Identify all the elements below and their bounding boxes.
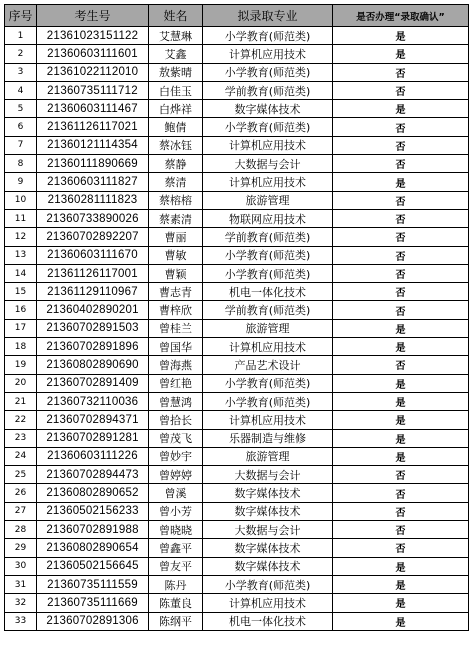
cell-major: 数字媒体技术 — [203, 484, 333, 502]
cell-confirm: 是 — [333, 447, 469, 465]
cell-exam-no: 21360802890652 — [37, 484, 149, 502]
cell-exam-no: 21360702892207 — [37, 228, 149, 246]
cell-idx: 28 — [5, 521, 37, 539]
cell-exam-no: 21360702891896 — [37, 338, 149, 356]
cell-name: 曾桂兰 — [149, 319, 203, 337]
cell-major: 小学教育(师范类) — [203, 63, 333, 81]
cell-confirm: 是 — [333, 319, 469, 337]
cell-confirm: 否 — [333, 136, 469, 154]
cell-exam-no: 21360702894473 — [37, 466, 149, 484]
header-name: 姓名 — [149, 5, 203, 27]
cell-exam-no: 21360281111823 — [37, 191, 149, 209]
table-row — [5, 612, 469, 630]
table-row — [5, 557, 469, 575]
cell-major: 计算机应用技术 — [203, 45, 333, 63]
cell-confirm: 否 — [333, 484, 469, 502]
cell-confirm: 否 — [333, 228, 469, 246]
cell-confirm: 否 — [333, 264, 469, 282]
cell-idx: 22 — [5, 411, 37, 429]
cell-confirm: 是 — [333, 27, 469, 45]
table-row — [5, 429, 469, 447]
cell-idx: 17 — [5, 319, 37, 337]
cell-major: 小学教育(师范类) — [203, 392, 333, 410]
table-row — [5, 63, 469, 81]
cell-confirm: 是 — [333, 575, 469, 593]
table-row — [5, 484, 469, 502]
table-row — [5, 466, 469, 484]
table-row — [5, 264, 469, 282]
cell-name: 曾婷婷 — [149, 466, 203, 484]
cell-major: 机电一体化技术 — [203, 612, 333, 630]
cell-exam-no: 21360702894371 — [37, 411, 149, 429]
cell-exam-no: 21360603111827 — [37, 173, 149, 191]
table-row — [5, 411, 469, 429]
cell-exam-no: 21361126117001 — [37, 264, 149, 282]
table-row — [5, 136, 469, 154]
cell-name: 敖紫晴 — [149, 63, 203, 81]
cell-major: 计算机应用技术 — [203, 594, 333, 612]
cell-major: 物联网应用技术 — [203, 209, 333, 227]
table-row — [5, 338, 469, 356]
cell-confirm: 否 — [333, 466, 469, 484]
cell-confirm: 是 — [333, 594, 469, 612]
cell-confirm: 是 — [333, 374, 469, 392]
cell-name: 陈董良 — [149, 594, 203, 612]
table-row — [5, 374, 469, 392]
cell-confirm: 否 — [333, 155, 469, 173]
cell-exam-no: 21360402890201 — [37, 301, 149, 319]
table-row — [5, 191, 469, 209]
table-row — [5, 118, 469, 136]
cell-idx: 31 — [5, 575, 37, 593]
cell-name: 艾慧琳 — [149, 27, 203, 45]
cell-exam-no: 21361022112010 — [37, 63, 149, 81]
cell-major: 旅游管理 — [203, 319, 333, 337]
cell-name: 陈丹 — [149, 575, 203, 593]
cell-major: 学前教育(师范类) — [203, 228, 333, 246]
cell-exam-no: 21360732110036 — [37, 392, 149, 410]
cell-name: 陈纲平 — [149, 612, 203, 630]
cell-name: 曾拾长 — [149, 411, 203, 429]
cell-idx: 6 — [5, 118, 37, 136]
cell-exam-no: 21360502156233 — [37, 502, 149, 520]
cell-name: 曹颖 — [149, 264, 203, 282]
cell-exam-no: 21360121114354 — [37, 136, 149, 154]
cell-major: 数字媒体技术 — [203, 100, 333, 118]
cell-major: 学前教育(师范类) — [203, 81, 333, 99]
cell-confirm: 是 — [333, 173, 469, 191]
cell-idx: 3 — [5, 63, 37, 81]
cell-confirm: 否 — [333, 63, 469, 81]
cell-confirm: 是 — [333, 45, 469, 63]
cell-idx: 29 — [5, 539, 37, 557]
table-header — [5, 5, 469, 27]
cell-exam-no: 21360702891503 — [37, 319, 149, 337]
cell-name: 蔡榕榕 — [149, 191, 203, 209]
cell-idx: 33 — [5, 612, 37, 630]
cell-name: 蔡静 — [149, 155, 203, 173]
admission-table — [4, 4, 469, 631]
cell-major: 计算机应用技术 — [203, 173, 333, 191]
cell-confirm: 否 — [333, 356, 469, 374]
cell-confirm: 否 — [333, 539, 469, 557]
header-row — [5, 5, 469, 27]
cell-exam-no: 21360603111601 — [37, 45, 149, 63]
cell-confirm: 否 — [333, 502, 469, 520]
cell-exam-no: 21360702891281 — [37, 429, 149, 447]
cell-idx: 15 — [5, 283, 37, 301]
cell-name: 曾友平 — [149, 557, 203, 575]
cell-major: 小学教育(师范类) — [203, 27, 333, 45]
table-row — [5, 319, 469, 337]
header-idx: 序号 — [5, 5, 37, 27]
cell-major: 小学教育(师范类) — [203, 246, 333, 264]
cell-confirm: 否 — [333, 301, 469, 319]
cell-major: 小学教育(师范类) — [203, 264, 333, 282]
cell-major: 小学教育(师范类) — [203, 575, 333, 593]
cell-idx: 30 — [5, 557, 37, 575]
cell-confirm: 是 — [333, 429, 469, 447]
cell-exam-no: 21360702891409 — [37, 374, 149, 392]
cell-major: 数字媒体技术 — [203, 539, 333, 557]
cell-idx: 21 — [5, 392, 37, 410]
cell-exam-no: 21360603111226 — [37, 447, 149, 465]
cell-exam-no: 21361126117021 — [37, 118, 149, 136]
cell-idx: 25 — [5, 466, 37, 484]
cell-name: 曾茂飞 — [149, 429, 203, 447]
cell-idx: 11 — [5, 209, 37, 227]
cell-idx: 8 — [5, 155, 37, 173]
cell-confirm: 否 — [333, 118, 469, 136]
table-row — [5, 502, 469, 520]
cell-idx: 12 — [5, 228, 37, 246]
cell-idx: 9 — [5, 173, 37, 191]
cell-idx: 27 — [5, 502, 37, 520]
cell-name: 曾鑫平 — [149, 539, 203, 557]
cell-major: 计算机应用技术 — [203, 338, 333, 356]
cell-name: 曾红艳 — [149, 374, 203, 392]
table-row — [5, 539, 469, 557]
cell-exam-no: 21360802890654 — [37, 539, 149, 557]
table-row — [5, 100, 469, 118]
cell-idx: 18 — [5, 338, 37, 356]
cell-name: 曹敏 — [149, 246, 203, 264]
cell-confirm: 是 — [333, 557, 469, 575]
cell-name: 曹梓欣 — [149, 301, 203, 319]
cell-major: 大数据与会计 — [203, 521, 333, 539]
cell-name: 曾妙宇 — [149, 447, 203, 465]
cell-exam-no: 21360702891988 — [37, 521, 149, 539]
cell-major: 数字媒体技术 — [203, 557, 333, 575]
cell-idx: 16 — [5, 301, 37, 319]
cell-idx: 14 — [5, 264, 37, 282]
cell-name: 白佳玉 — [149, 81, 203, 99]
cell-exam-no: 21360733890026 — [37, 209, 149, 227]
cell-name: 曾溪 — [149, 484, 203, 502]
cell-idx: 26 — [5, 484, 37, 502]
cell-exam-no: 21360802890690 — [37, 356, 149, 374]
cell-exam-no: 21360111890669 — [37, 155, 149, 173]
admission-table-container — [4, 4, 468, 631]
cell-name: 蔡冰钰 — [149, 136, 203, 154]
cell-idx: 7 — [5, 136, 37, 154]
cell-major: 小学教育(师范类) — [203, 374, 333, 392]
cell-idx: 32 — [5, 594, 37, 612]
header-major: 拟录取专业 — [203, 5, 333, 27]
cell-confirm: 是 — [333, 392, 469, 410]
cell-name: 曾小芳 — [149, 502, 203, 520]
table-row — [5, 246, 469, 264]
table-row — [5, 392, 469, 410]
cell-name: 曹丽 — [149, 228, 203, 246]
cell-exam-no: 21360502156645 — [37, 557, 149, 575]
table-row — [5, 228, 469, 246]
table-row — [5, 173, 469, 191]
cell-major: 机电一体化技术 — [203, 283, 333, 301]
cell-name: 白烨祥 — [149, 100, 203, 118]
table-row — [5, 27, 469, 45]
table-row — [5, 356, 469, 374]
cell-name: 曾慧鸿 — [149, 392, 203, 410]
cell-exam-no: 21360702891306 — [37, 612, 149, 630]
cell-confirm: 是 — [333, 338, 469, 356]
cell-major: 学前教育(师范类) — [203, 301, 333, 319]
cell-exam-no: 21360735111669 — [37, 594, 149, 612]
cell-name: 鲍倩 — [149, 118, 203, 136]
table-row — [5, 209, 469, 227]
cell-confirm: 否 — [333, 81, 469, 99]
cell-idx: 23 — [5, 429, 37, 447]
cell-exam-no: 21360603111670 — [37, 246, 149, 264]
cell-idx: 24 — [5, 447, 37, 465]
cell-confirm: 是 — [333, 612, 469, 630]
cell-idx: 2 — [5, 45, 37, 63]
table-row — [5, 575, 469, 593]
table-row — [5, 521, 469, 539]
cell-name: 曾国华 — [149, 338, 203, 356]
cell-name: 曾晓晓 — [149, 521, 203, 539]
cell-confirm: 是 — [333, 100, 469, 118]
header-exam-no: 考生号 — [37, 5, 149, 27]
cell-confirm: 否 — [333, 521, 469, 539]
cell-exam-no: 21361129110967 — [37, 283, 149, 301]
cell-confirm: 否 — [333, 191, 469, 209]
cell-idx: 20 — [5, 374, 37, 392]
table-row — [5, 447, 469, 465]
cell-name: 曾海燕 — [149, 356, 203, 374]
cell-exam-no: 21360735111712 — [37, 81, 149, 99]
table-row — [5, 45, 469, 63]
cell-confirm: 否 — [333, 283, 469, 301]
cell-major: 小学教育(师范类) — [203, 118, 333, 136]
table-row — [5, 283, 469, 301]
cell-major: 旅游管理 — [203, 191, 333, 209]
table-body — [5, 27, 469, 631]
cell-idx: 13 — [5, 246, 37, 264]
cell-idx: 10 — [5, 191, 37, 209]
table-row — [5, 594, 469, 612]
cell-confirm: 是 — [333, 411, 469, 429]
cell-name: 蔡素清 — [149, 209, 203, 227]
cell-major: 大数据与会计 — [203, 155, 333, 173]
cell-exam-no: 21360735111559 — [37, 575, 149, 593]
cell-idx: 4 — [5, 81, 37, 99]
cell-confirm: 否 — [333, 246, 469, 264]
cell-exam-no: 21360603111467 — [37, 100, 149, 118]
cell-major: 计算机应用技术 — [203, 411, 333, 429]
cell-major: 大数据与会计 — [203, 466, 333, 484]
cell-name: 曹志青 — [149, 283, 203, 301]
cell-major: 乐器制造与维修 — [203, 429, 333, 447]
cell-exam-no: 21361023151122 — [37, 27, 149, 45]
cell-name: 艾鑫 — [149, 45, 203, 63]
header-confirm: 是否办理“录取确认” — [333, 5, 469, 27]
cell-major: 旅游管理 — [203, 447, 333, 465]
cell-idx: 5 — [5, 100, 37, 118]
cell-major: 数字媒体技术 — [203, 502, 333, 520]
cell-major: 产品艺术设计 — [203, 356, 333, 374]
cell-idx: 1 — [5, 27, 37, 45]
cell-major: 计算机应用技术 — [203, 136, 333, 154]
table-row — [5, 155, 469, 173]
cell-idx: 19 — [5, 356, 37, 374]
table-row — [5, 81, 469, 99]
cell-name: 蔡清 — [149, 173, 203, 191]
cell-confirm: 否 — [333, 209, 469, 227]
table-row — [5, 301, 469, 319]
